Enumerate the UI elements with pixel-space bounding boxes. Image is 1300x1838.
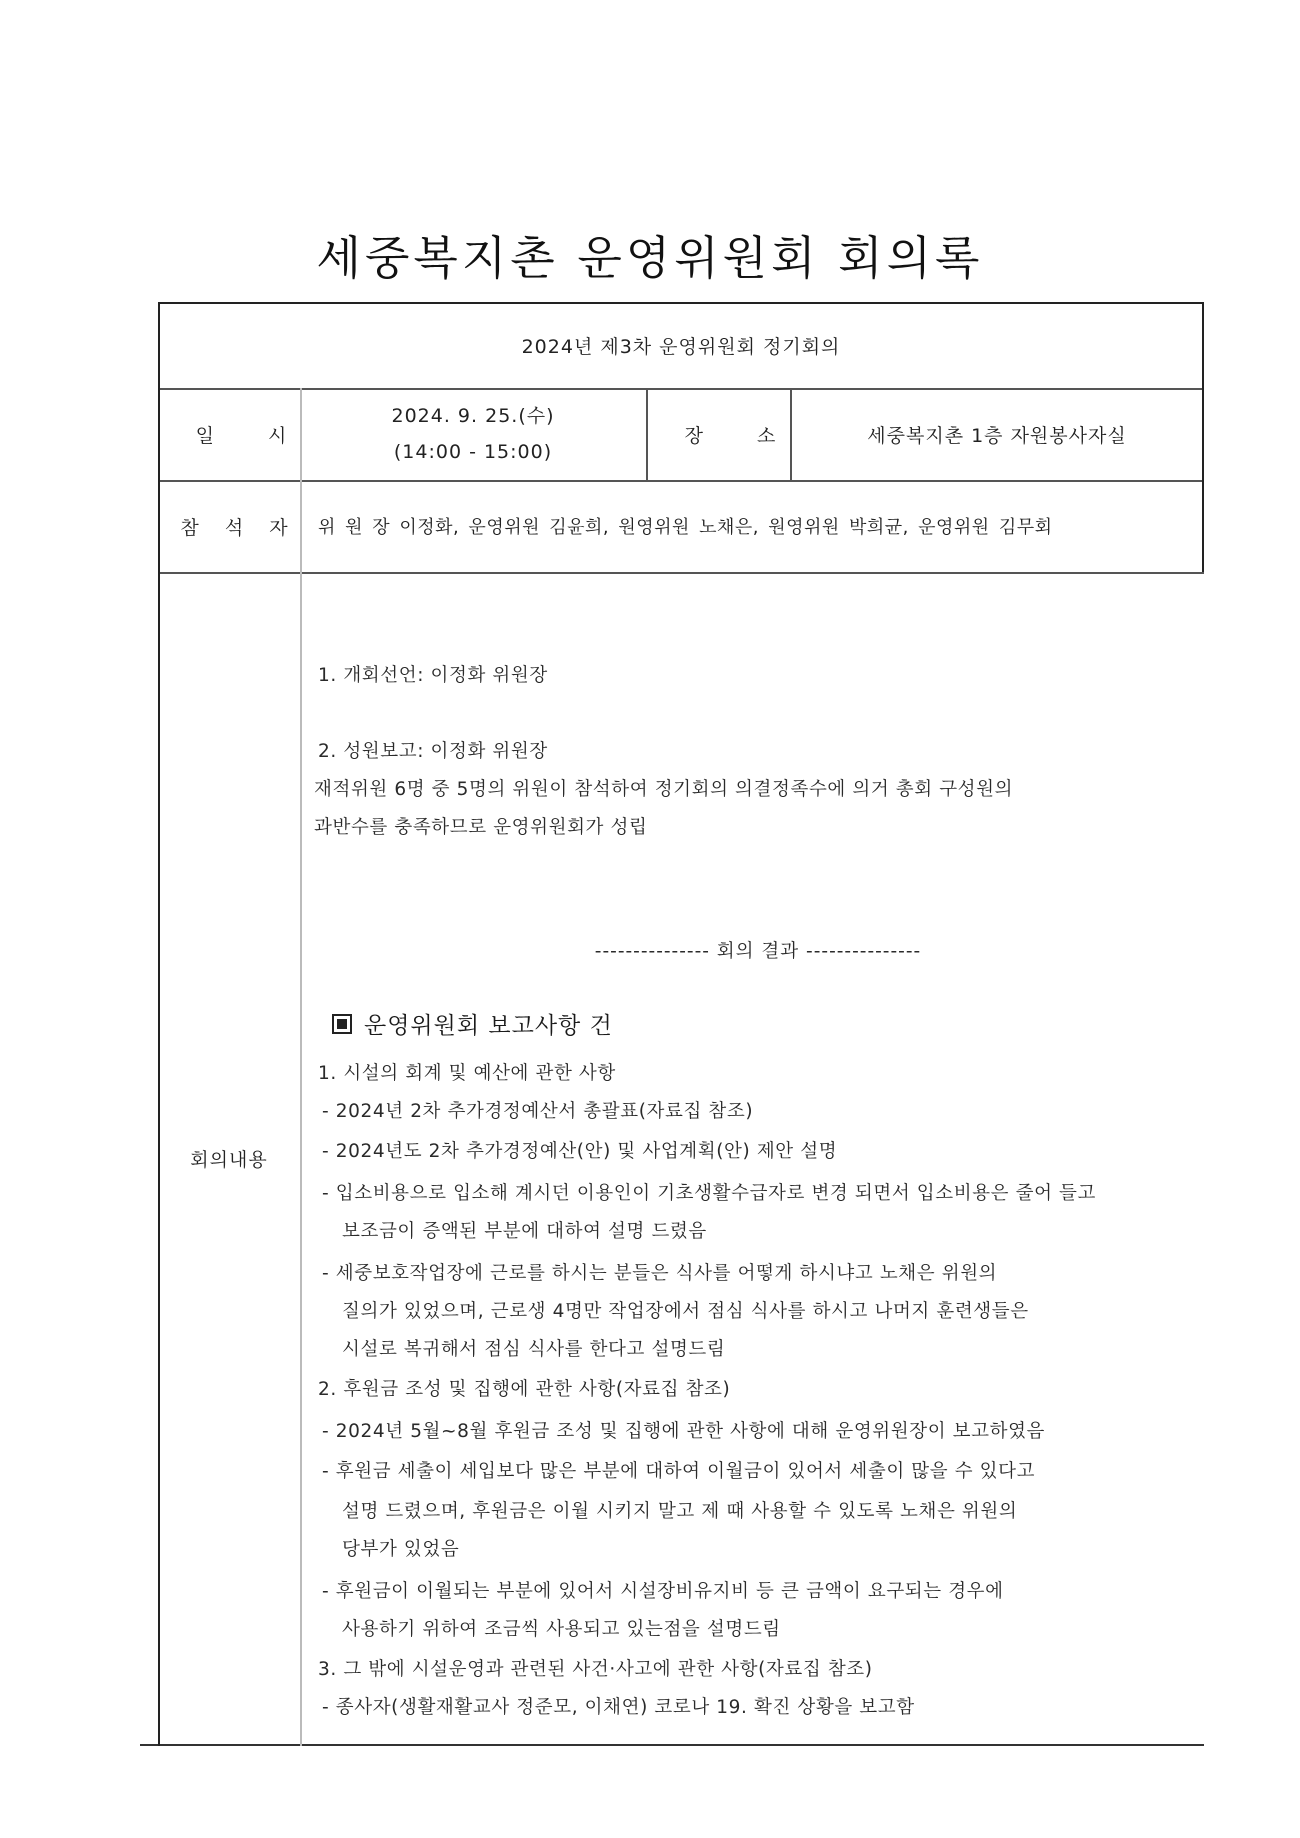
agenda-detail: 설명 드렸으며, 후원금은 이월 시키지 말고 제 때 사용할 수 있도록 노채은 위원의 bbox=[342, 1501, 1018, 1522]
agenda-detail: 보조금이 증액된 부분에 대하여 설명 드렸음 bbox=[342, 1221, 707, 1242]
agenda-detail: - 종사자(생활재활교사 정준모, 이채연) 코로나 19. 확진 상황을 보고함 bbox=[322, 1697, 915, 1718]
agenda-item: 3. 그 밖에 시설운영과 관련된 사건·사고에 관한 사항(자료집 참조) bbox=[318, 1659, 873, 1680]
quorum-item: 2. 성원보고: 이정화 위원장 bbox=[318, 741, 548, 762]
agenda-detail: - 2024년 5월~8월 후원금 조성 및 집행에 관한 사항에 대해 운영위원장이 보고하였음 bbox=[322, 1421, 1046, 1442]
minutes-table bbox=[158, 302, 1204, 1746]
place-label: 장 소 bbox=[684, 424, 800, 447]
meeting-time: (14:00 - 15:00) bbox=[393, 441, 553, 463]
agenda-detail: - 후원금 세출이 세입보다 많은 부분에 대하여 이월금이 있어서 세출이 많을 수 있다고 bbox=[322, 1461, 1036, 1482]
quorum-text: 과반수를 충족하므로 운영위원회가 성립 bbox=[314, 817, 648, 838]
opening-item: 1. 개회선언: 이정화 위원장 bbox=[318, 665, 548, 686]
label-column-divider bbox=[300, 388, 302, 1746]
agenda-detail: - 2024년 2차 추가경정예산서 총괄표(자료집 참조) bbox=[322, 1101, 754, 1122]
checkbox-square-icon bbox=[332, 1014, 352, 1034]
agenda-detail: 당부가 있었음 bbox=[342, 1539, 460, 1560]
agenda-item: 1. 시설의 회계 및 예산에 관한 사항 bbox=[318, 1063, 616, 1084]
meeting-date: 2024. 9. 25.(수) bbox=[391, 405, 555, 427]
agenda-detail: 사용하기 위하여 조금씩 사용되고 있는점을 설명드림 bbox=[342, 1619, 781, 1640]
agenda-detail: - 입소비용으로 입소해 계시던 이용인이 기초생활수급자로 변경 되면서 입소비용은 줄어 들고 bbox=[322, 1183, 1096, 1204]
document-title: 세중복지촌 운영위원회 회의록 bbox=[316, 231, 984, 285]
content-label: 회의내용 bbox=[190, 1148, 268, 1171]
datetime-label: 일 시 bbox=[195, 424, 311, 447]
agenda-detail: 질의가 있었으며, 근로생 4명만 작업장에서 점심 식사를 하시고 나머지 훈련생들은 bbox=[342, 1301, 1029, 1322]
datetime-cell bbox=[300, 388, 646, 480]
agenda-detail: 시설로 복귀해서 점심 식사를 한다고 설명드림 bbox=[342, 1339, 726, 1360]
section-heading bbox=[332, 1007, 613, 1040]
section-title: 운영위원회 보고사항 건 bbox=[364, 1013, 613, 1039]
agenda-detail: - 세중보호작업장에 근로를 하시는 분들은 식사를 어떻게 하시냐고 노채은 위원의 bbox=[322, 1263, 998, 1284]
row-divider bbox=[158, 572, 1204, 574]
agenda-item: 2. 후원금 조성 및 집행에 관한 사항(자료집 참조) bbox=[318, 1379, 731, 1400]
quorum-text: 재적위원 6명 중 5명의 위원이 참석하여 정기회의 의결정족수에 의거 총회 구성원의 bbox=[314, 779, 1014, 800]
agenda-detail: - 후원금이 이월되는 부분에 있어서 시설장비유지비 등 큰 금액이 요구되는 경우에 bbox=[322, 1581, 1004, 1602]
result-divider: --------------- 회의 결과 --------------- bbox=[594, 941, 922, 962]
attendees-list: 위 원 장 이정화, 운영위원 김윤희, 원영위원 노채은, 원영위원 박희균, 운영위원 김무회 bbox=[318, 517, 1053, 538]
meeting-name: 2024년 제3차 운영위원회 정기회의 bbox=[521, 335, 841, 358]
meeting-place: 세중복지촌 1층 자원봉사자실 bbox=[867, 424, 1127, 447]
agenda-detail: - 2024년도 2차 추가경정예산(안) 및 사업계획(안) 제안 설명 bbox=[322, 1141, 838, 1162]
attendees-label: 참 석 자 bbox=[180, 516, 298, 539]
